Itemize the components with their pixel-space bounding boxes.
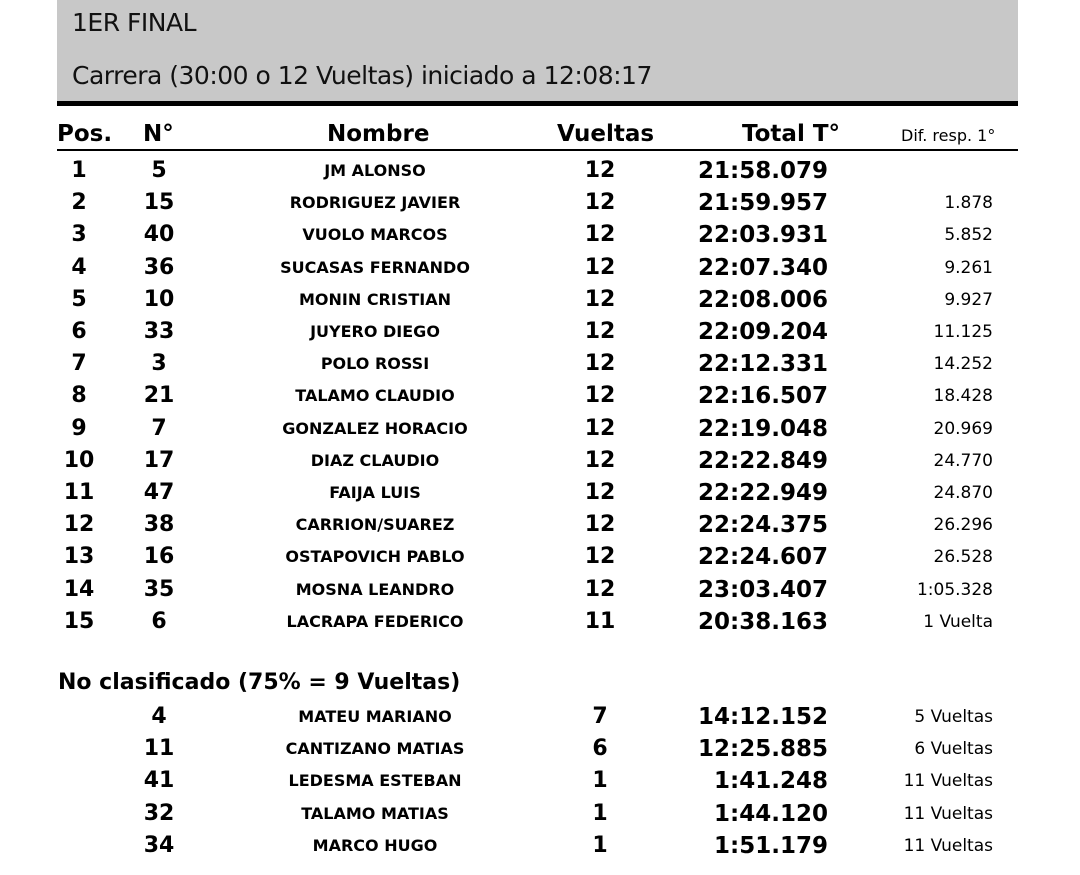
cell-pos: 5 [71,286,87,312]
cell-name: RODRIGUEZ JAVIER [289,193,461,213]
table-row [0,798,1080,830]
cell-pos: 1 [71,158,87,183]
cell-diff: 24.870 [933,483,993,503]
table-row [0,606,1080,638]
cell-num: 32 [143,800,175,826]
cell-laps: 12 [584,254,616,280]
cell-laps: 12 [584,447,616,473]
cell-pos: 9 [71,415,87,441]
cell-laps: 12 [584,158,616,183]
cell-laps: 12 [584,576,616,602]
cell-total: 23:03.407 [698,576,828,603]
cell-num: 17 [143,447,175,473]
table-header-divider [57,149,1018,151]
cell-total: 22:12.331 [698,351,828,378]
cell-name: MARCO HUGO [312,835,438,855]
cell-total: 22:09.204 [698,319,828,345]
table-row [0,413,1080,445]
cell-laps: 11 [584,608,616,634]
cell-total: 14:12.152 [698,704,828,730]
cell-diff: 24.770 [933,450,993,471]
cell-num: 21 [143,383,175,409]
cell-name: CARRION/SUAREZ [295,515,455,535]
cell-pos: 2 [71,190,87,216]
cell-laps: 12 [584,512,616,538]
cell-pos: 14 [63,576,95,602]
cell-name: LEDESMA ESTEBAN [288,771,462,791]
cell-diff: 11 Vueltas [903,835,993,856]
cell-num: 41 [143,768,175,794]
table-row [0,219,1080,251]
cell-total: 22:07.340 [698,254,828,281]
cell-num: 36 [143,254,175,280]
cell-num: 3 [151,351,167,377]
cell-name: JUYERO DIEGO [310,322,440,341]
table-row [0,445,1080,477]
cell-total: 22:03.931 [698,222,828,249]
cell-total: 20:38.163 [698,608,828,635]
cell-diff: 11 Vueltas [903,803,993,824]
cell-diff: 1.878 [944,193,993,214]
table-row [0,701,1080,733]
cell-pos: 12 [63,512,95,538]
cell-diff: 5 Vueltas [914,707,993,727]
column-header-num: N° [143,121,174,147]
cell-pos: 6 [71,319,87,344]
cell-num: 40 [143,222,175,248]
cell-total: 1:44.120 [714,800,828,827]
cell-name: OSTAPOVICH PABLO [285,547,465,567]
cell-name: TALAMO CLAUDIO [295,386,455,406]
cell-laps: 1 [592,768,608,794]
table-row [0,284,1080,316]
cell-pos: 11 [63,480,95,505]
table-row [0,316,1080,348]
cell-diff: 11.125 [933,322,993,342]
cell-diff: 9.261 [944,257,993,278]
cell-num: 15 [143,190,175,216]
cell-num: 4 [151,704,167,729]
cell-name: POLO ROSSI [320,354,430,374]
cell-laps: 12 [584,351,616,377]
table-row [0,574,1080,606]
cell-laps: 12 [584,190,616,216]
cell-laps: 12 [584,383,616,409]
cell-name: VUOLO MARCOS [302,225,448,245]
cell-total: 1:41.248 [714,768,828,795]
not-classified-heading: No clasificado (75% = 9 Vueltas) [58,670,461,695]
cell-total: 1:51.179 [714,832,828,859]
cell-name: TALAMO MATIAS [301,803,449,823]
cell-laps: 12 [584,286,616,312]
cell-laps: 12 [584,544,616,570]
cell-diff: 5.852 [944,225,993,246]
table-row [0,477,1080,509]
cell-diff: 1 Vuelta [923,611,993,632]
cell-diff: 1:05.328 [916,579,993,600]
cell-laps: 6 [592,736,608,762]
cell-diff: 26.296 [933,515,993,536]
cell-total: 21:58.079 [698,158,828,184]
column-header-laps: Vueltas [557,121,655,147]
cell-laps: 12 [584,415,616,441]
table-row [0,765,1080,797]
cell-total: 22:08.006 [698,286,828,313]
race-subtitle: Carrera (30:00 o 12 Vueltas) iniciado a 12:08:17 [72,61,652,90]
cell-laps: 12 [584,222,616,248]
cell-total: 22:24.607 [698,544,828,571]
table-row [0,509,1080,541]
cell-diff [850,155,993,187]
cell-total: 22:22.949 [698,480,828,506]
cell-num: 7 [151,415,167,441]
cell-laps: 1 [592,832,608,858]
cell-num: 33 [143,319,175,344]
cell-total: 22:19.048 [698,415,828,442]
cell-name: MOSNA LEANDRO [295,579,455,599]
page-title: 1ER FINAL [72,8,197,37]
cell-num: 6 [151,608,167,634]
cell-name: GONZALEZ HORACIO [282,418,468,438]
cell-diff: 18.428 [933,386,993,407]
table-row [0,830,1080,862]
cell-total: 22:24.375 [698,512,828,539]
cell-name: MATEU MARIANO [298,707,452,726]
table-row [0,380,1080,412]
cell-diff: 9.927 [944,289,993,310]
table-row [0,733,1080,765]
cell-pos: 3 [71,222,87,248]
column-header-pos: Pos. [57,121,113,147]
cell-name: FAIJA LUIS [329,483,421,502]
cell-diff: 20.969 [933,418,993,439]
cell-num: 34 [143,832,175,858]
cell-total: 22:22.849 [698,447,828,474]
cell-pos: 10 [63,447,95,473]
cell-pos: 4 [71,254,87,280]
cell-laps: 7 [592,704,608,729]
cell-pos: 13 [63,544,95,570]
cell-diff: 11 Vueltas [903,771,993,792]
cell-name: LACRAPA FEDERICO [286,611,464,631]
cell-num: 11 [143,736,175,762]
cell-num: 47 [143,480,175,505]
table-row [0,187,1080,219]
column-header-name: Nombre [327,121,430,147]
cell-laps: 12 [584,319,616,344]
cell-name: MONIN CRISTIAN [298,289,451,309]
cell-total: 21:59.957 [698,190,828,217]
column-header-diff: Dif. resp. 1° [901,126,996,145]
table-row [0,541,1080,573]
cell-total: 12:25.885 [698,736,828,763]
cell-name: SUCASAS FERNANDO [280,257,470,277]
cell-diff: 14.252 [933,354,993,375]
cell-name: DIAZ CLAUDIO [310,450,440,470]
cell-name: JM ALONSO [324,161,426,180]
cell-total: 22:16.507 [698,383,828,410]
cell-diff: 6 Vueltas [914,739,993,760]
cell-diff: 26.528 [933,547,993,568]
cell-laps: 12 [584,480,616,505]
table-row [0,252,1080,284]
cell-num: 16 [143,544,175,570]
cell-num: 35 [143,576,175,602]
header-divider [57,101,1018,106]
cell-pos: 8 [71,383,87,409]
cell-num: 38 [143,512,175,538]
table-row [0,348,1080,380]
cell-num: 10 [143,286,175,312]
cell-name: CANTIZANO MATIAS [285,739,465,759]
cell-num: 5 [151,158,167,183]
table-row [0,155,1080,187]
column-header-total: Total T° [742,121,841,147]
cell-laps: 1 [592,800,608,826]
cell-pos: 7 [71,351,87,377]
cell-pos: 15 [63,608,95,634]
